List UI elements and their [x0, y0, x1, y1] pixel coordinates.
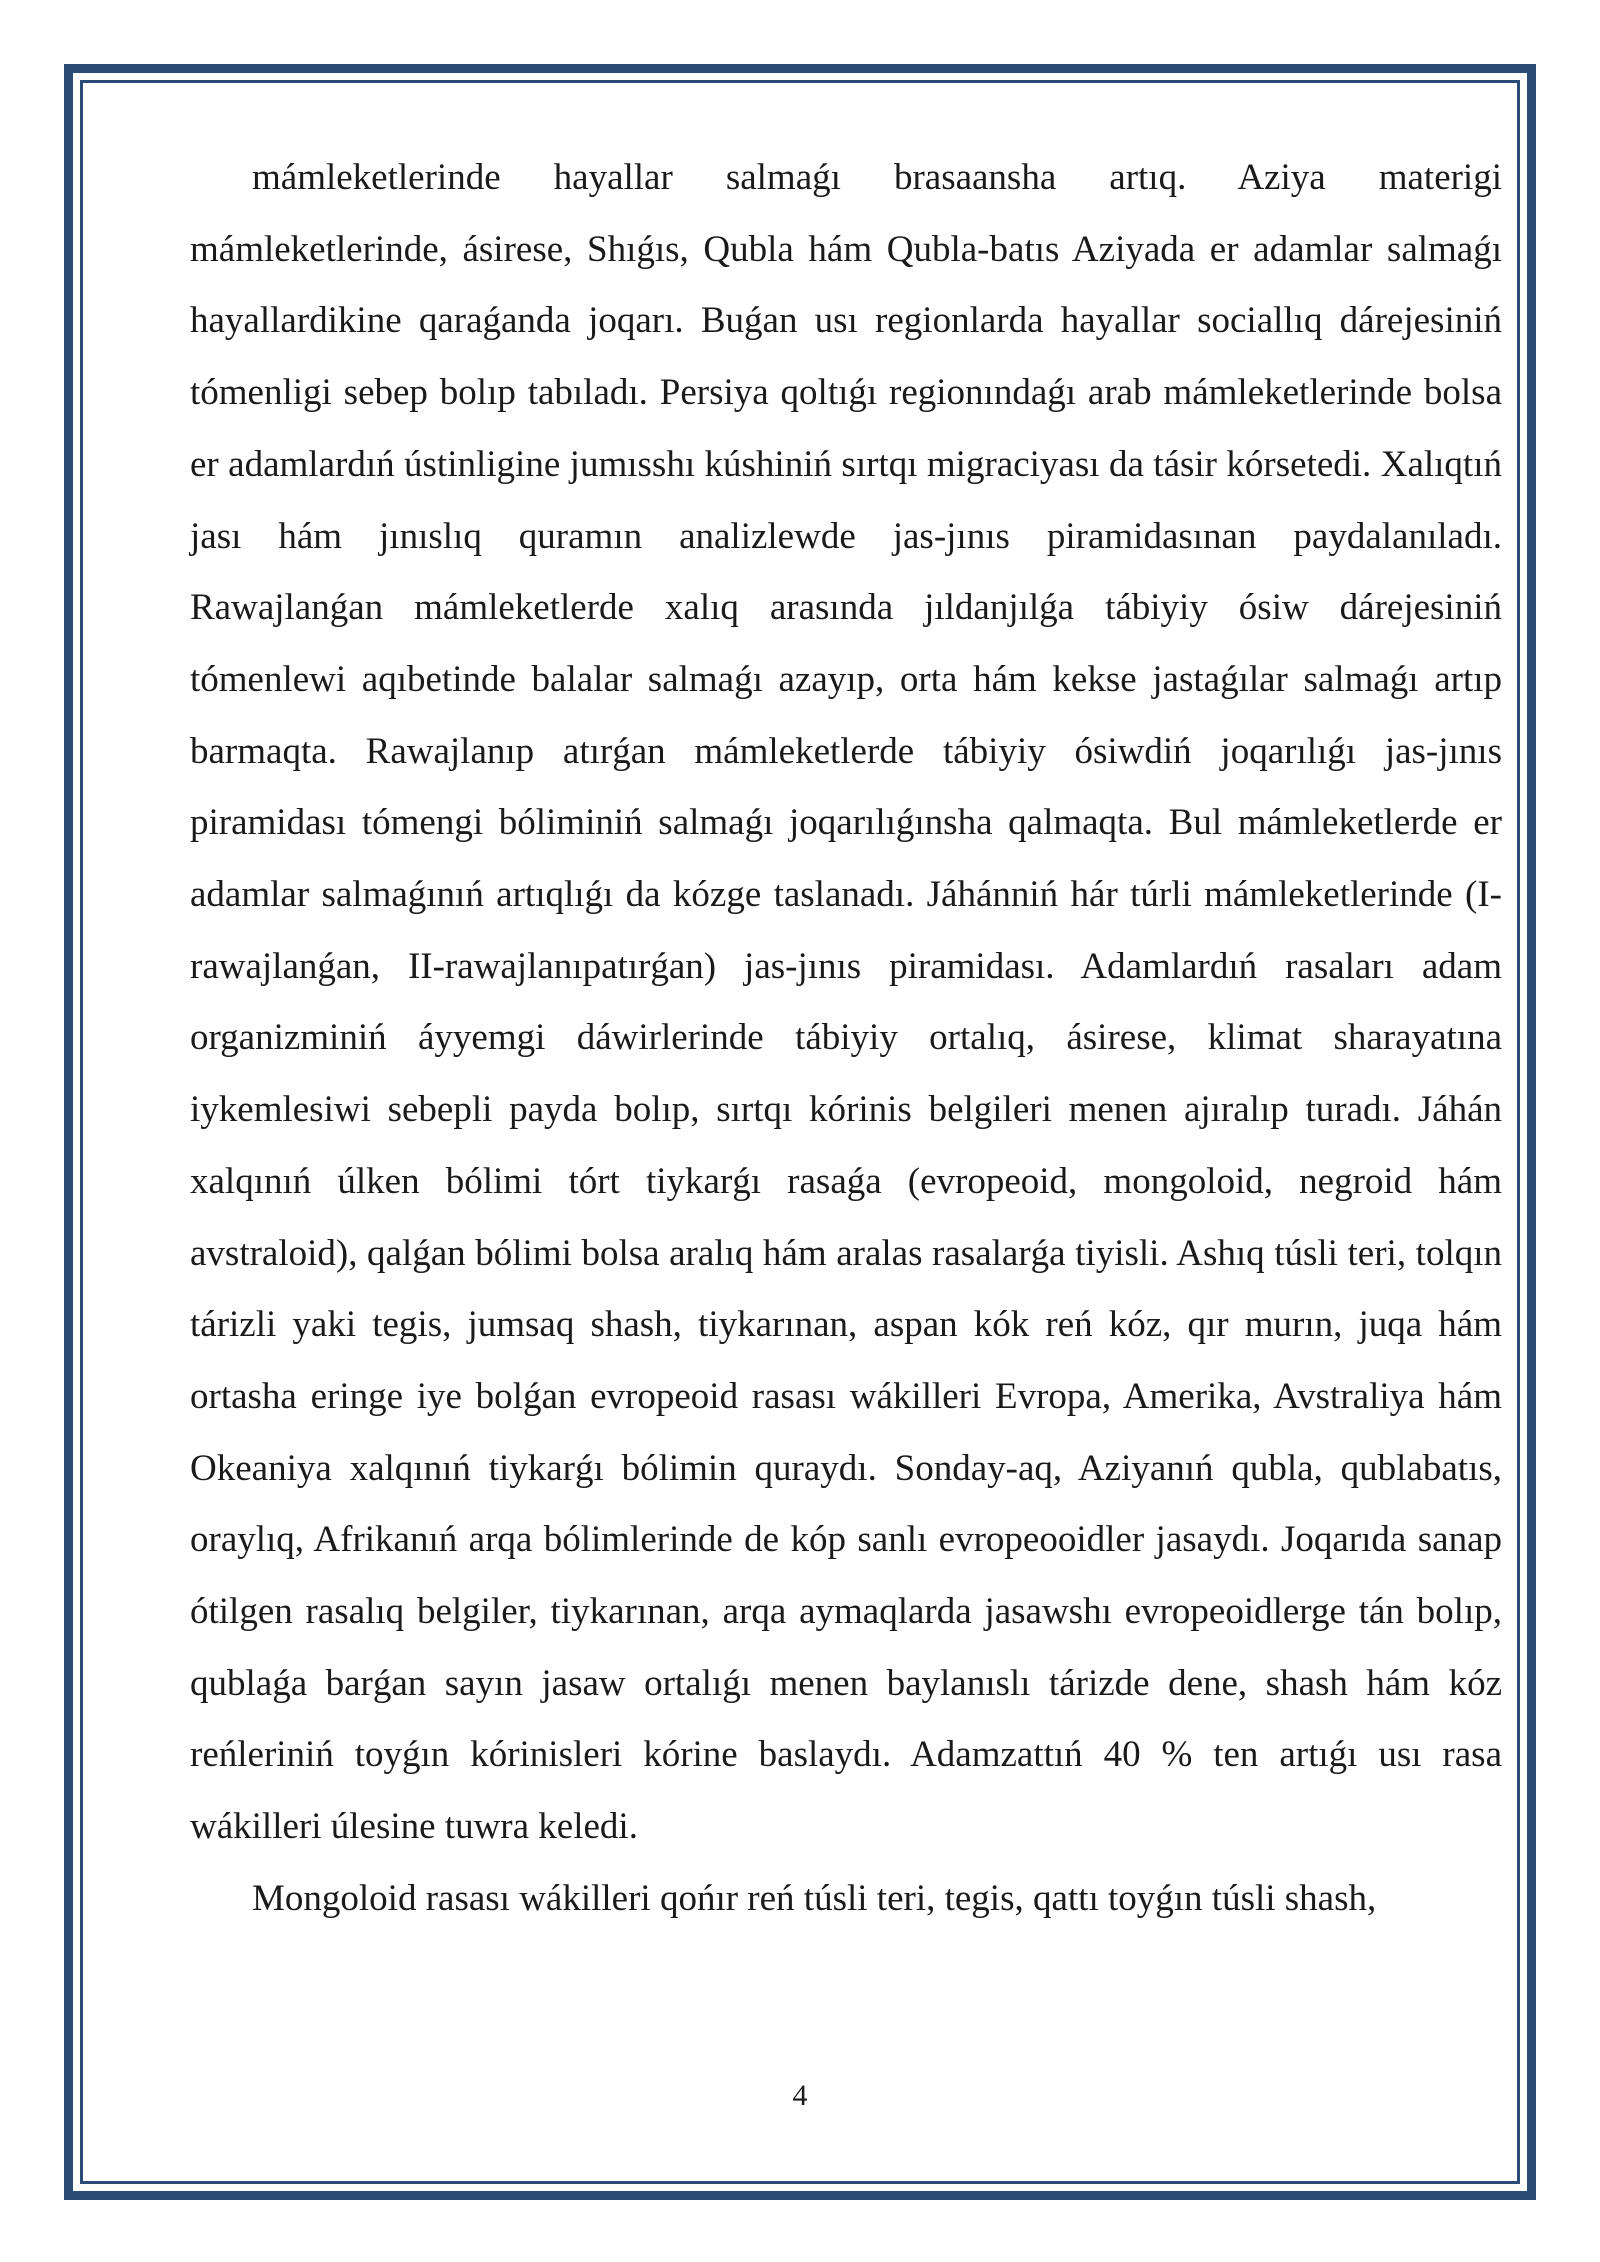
paragraph: mámleketlerinde hayallar salmaǵı brasaansha artıq. Aziya materigi mámleketlerinde, ásirese, Shıǵıs, Qubla hám Qubla-batıs Aziyada er adamlar salmaǵı hayallardikine qaraǵanda joqarı. Buǵan usı regionlarda hayallar sociallıq dárejesiniń tómenligi sebep bolıp tabıladı. Persiya qoltıǵı regionındaǵı arab mámleketlerinde bolsa er adamlardıń ústinligine jumısshı kúshiniń sırtqı migraciyası da tásir kórsetedi. Xalıqtıń jası hám jınıslıq quramın analizlewde jas-jınıs piramidasınan paydalanıladı. Rawajlanǵan mámleketlerde xalıq arasında jıldanjılǵa tábiyiy ósiw dárejesiniń tómenlewi aqıbetinde balalar salmaǵı azayıp, orta hám kekse jastaǵılar salmaǵı artıp barmaqta. Rawajlanıp atırǵan mámleketlerde tábiyiy ósiwdiń joqarılıǵı jas-jınıs piramidası tómengi bóliminiń salmaǵı joqarılıǵınsha qalmaqta. Bul mámleketlerde er adamlar salmaǵınıń artıqlıǵı da kózge taslanadı. Jáhánniń hár túrli mámleketlerinde (I-rawajlanǵan, II-rawajlanıpatırǵan) jas-jınıs piramidası. Adamlardıń rasaları adam organizminiń áyyemgi dáwirlerinde tábiyiy ortalıq, ásirese, klimat sharayatına iykemlesiwi sebepli payda bolıp, sırtqı kórinis belgileri menen ajıralıp turadı. Jáhán xalqınıń úlken bólimi tórt tiykarǵı rasaǵa (evropeoid, mongoloid, negroid hám avstraloid), qalǵan bólimi bolsa aralıq hám aralas rasalarǵa tiyisli. Ashıq túsli teri, tolqın tárizli yaki tegis, jumsaq shash, tiykarınan, aspan kók reń kóz, qır murın, juqa hám ortasha eringe iye bolǵan evropeoid rasası wákilleri Evropa, Amerika, Avstraliya hám Okeaniya xalqınıń tiykarǵı bólimin quraydı. Sonday-aq, Aziyanıń qubla, qublabatıs, oraylıq, Afrikanıń arqa bólimlerinde de kóp sanlı evropeooidler jasaydı. Joqarıda sanap ótilgen rasalıq belgiler, tiykarınan, arqa aymaqlarda jasawshı evropeoidlerge tán bolıp, qublaǵa barǵan sayın jasaw ortalıǵı menen baylanıslı tárizde dene, shash hám kóz reńleriniń toyǵın kórinisleri kórine baslaydı. Adamzattıń 40 % ten artıǵı usı rasa wákilleri úlesine tuwra keledi.: [190, 157, 1502, 1848]
paragraph: Mongoloid rasası wákilleri qońır reń túsli teri, tegis, qattı toyǵın túsli shash,: [252, 1877, 1377, 1919]
document-body: [190, 142, 1502, 1935]
page-number: 4: [792, 2079, 808, 2112]
